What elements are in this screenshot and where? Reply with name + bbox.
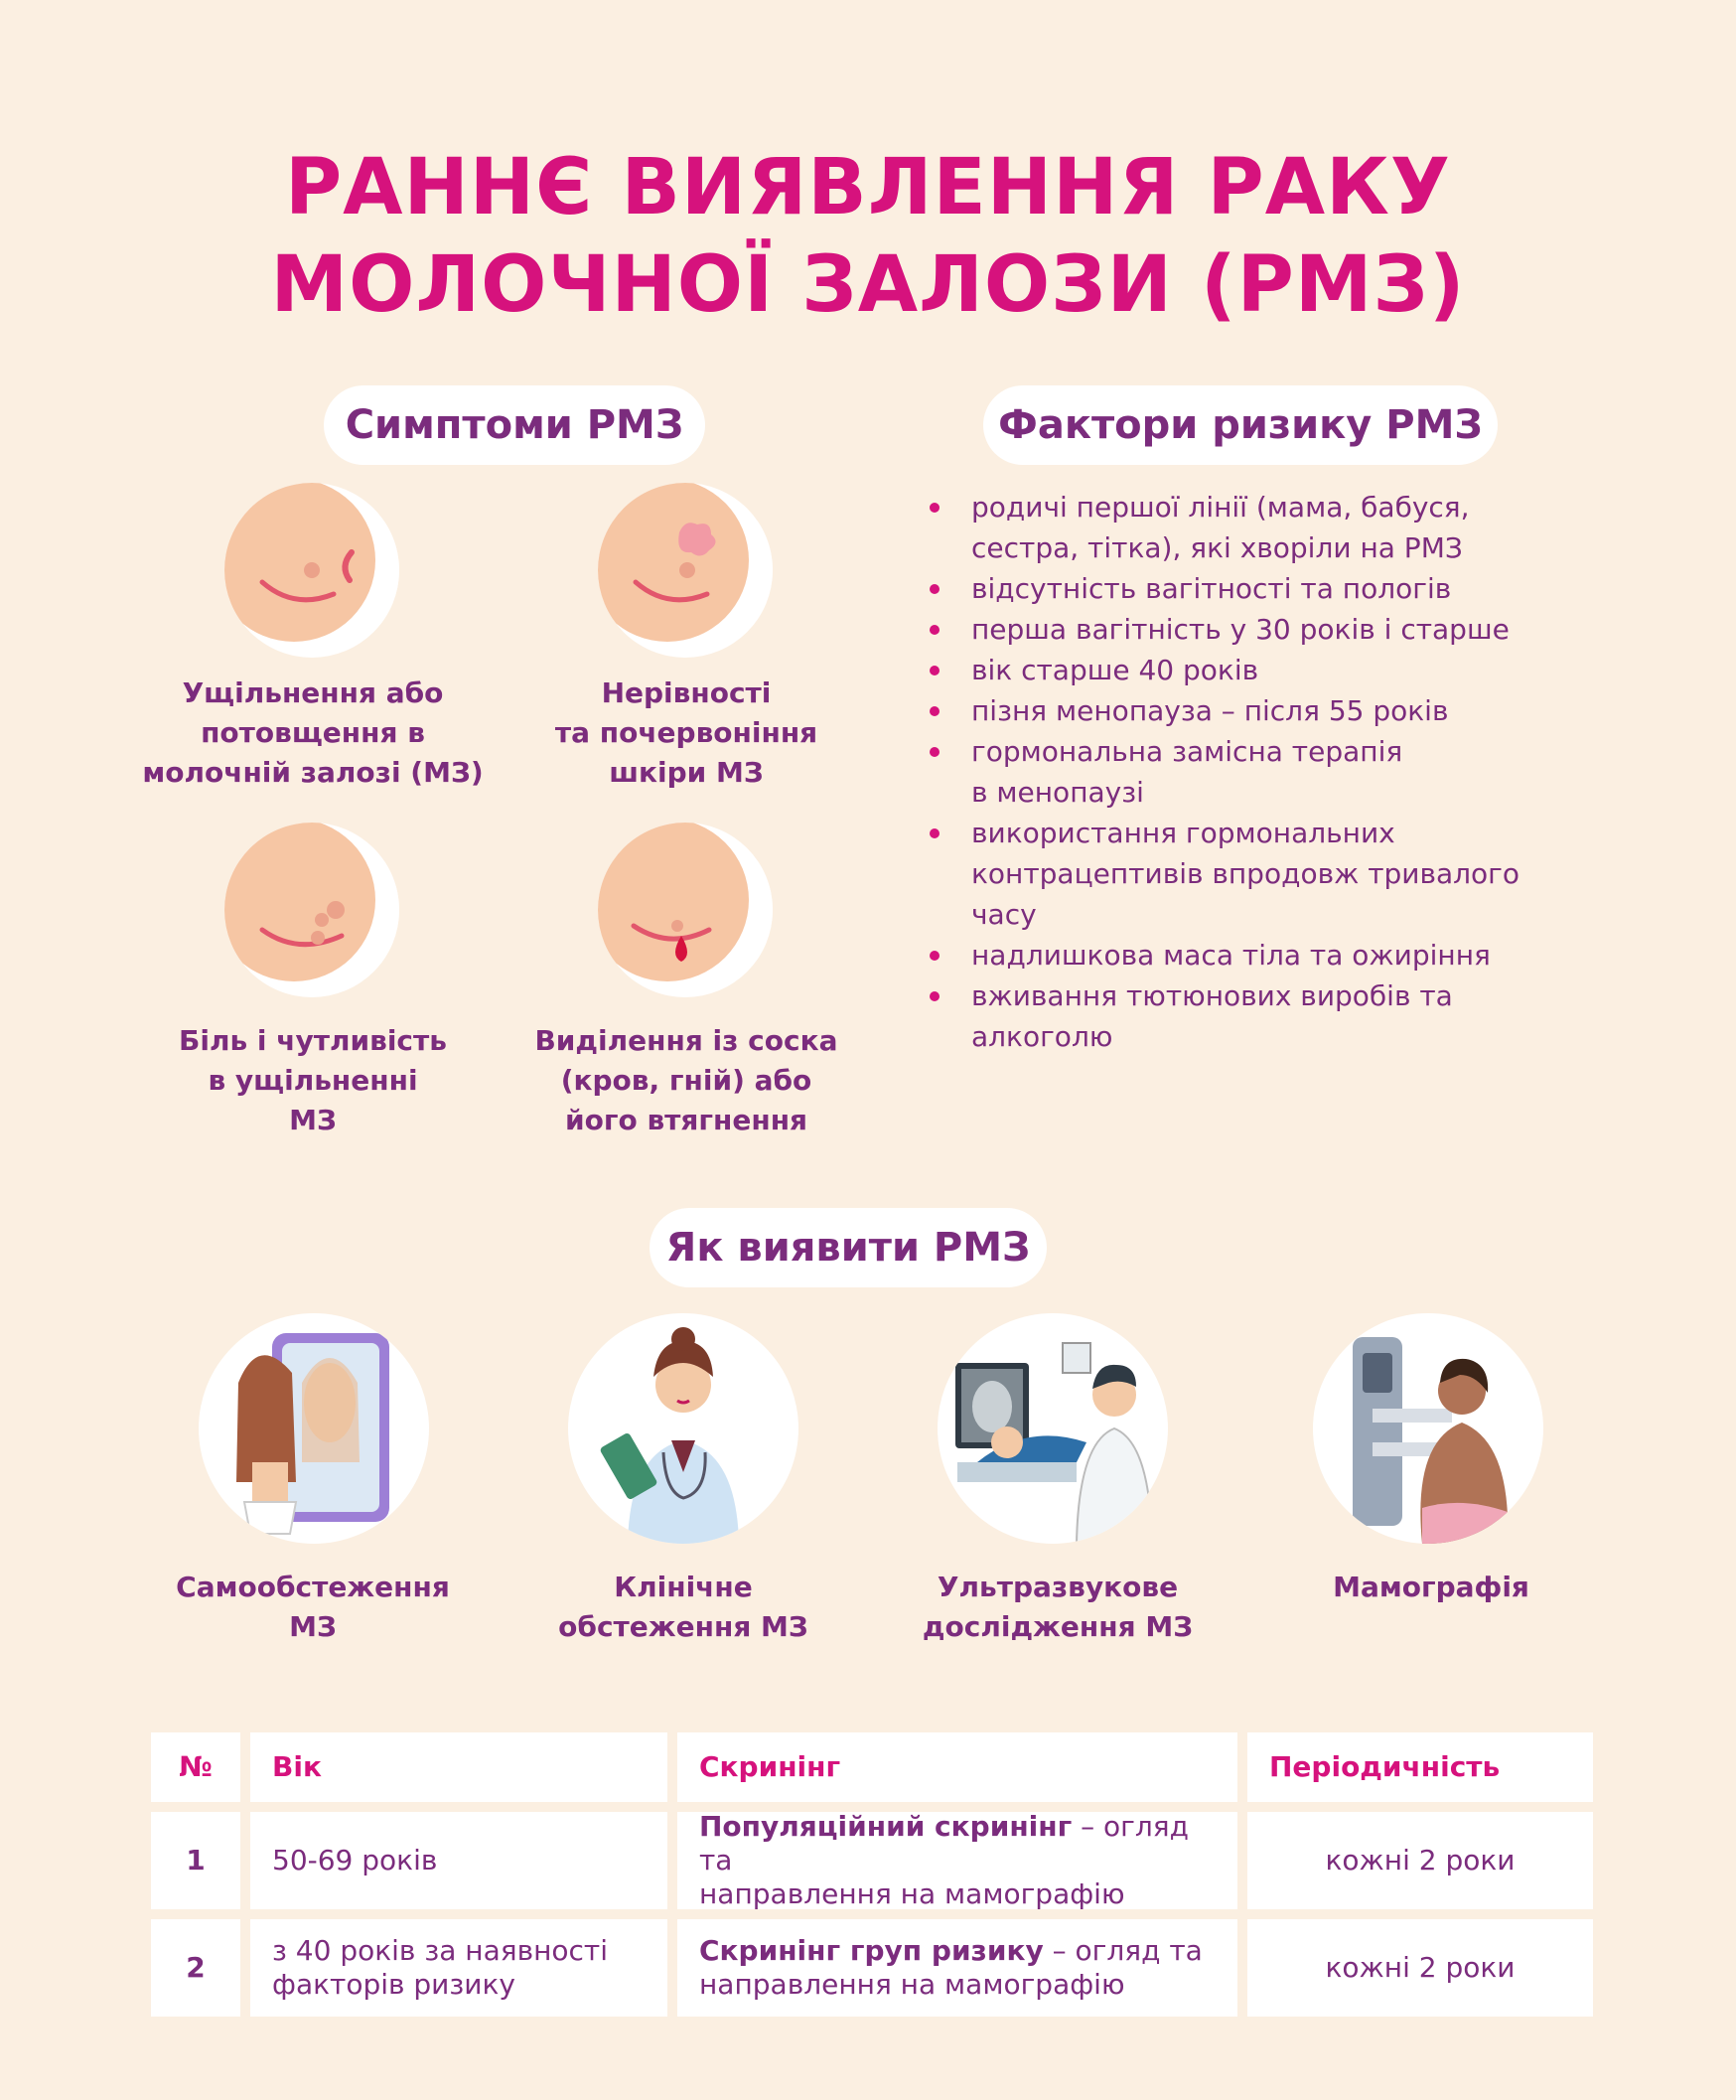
title-line-2: МОЛОЧНОЇ ЗАЛОЗИ (РМЗ) <box>270 240 1466 330</box>
list-item: гормональна замісна терапія в менопаузі <box>922 731 1537 813</box>
skin-redness-illustration-icon <box>598 483 773 658</box>
list-item: родичі першої лінії (мама, бабуся, сестра, тітка), які хворіли на РМЗ <box>922 487 1537 568</box>
ultrasound-illustration-icon <box>938 1313 1168 1544</box>
method-caption-ultrasound: Ультразвукове дослідження МЗ <box>922 1571 1194 1643</box>
symptom-caption-redness: Нерівності та почервоніння шкіри МЗ <box>554 676 818 789</box>
symptom-caption-lump: Ущільнення або потовщення в молочній залозі (МЗ) <box>142 676 484 789</box>
list-item: пізня менопауза – після 55 років <box>922 690 1537 731</box>
table-row-1-screening: Популяційний скринінг – огляд та направлення на мамографію <box>677 1812 1237 1909</box>
list-item: перша вагітність у 30 років і старше <box>922 609 1537 650</box>
self-exam-illustration-icon <box>199 1313 429 1544</box>
nipple-discharge-illustration-icon <box>598 823 773 997</box>
table-row-2-num: 2 <box>151 1919 240 2017</box>
table-header: Періодичність <box>1247 1732 1593 1802</box>
method-caption-mammography: Мамографія <box>1333 1571 1529 1603</box>
risk-factors-list <box>922 487 1537 1057</box>
table-row-1-num: 1 <box>151 1812 240 1909</box>
symptom-caption-discharge: Виділення із соска (кров, гній) або його втягнення <box>534 1024 838 1136</box>
table-row-2-screening: Скринінг груп ризику – огляд та направлення на мамографію <box>677 1919 1237 2017</box>
table-header: Скринінг <box>677 1732 1237 1802</box>
detection-heading: Як виявити РМЗ <box>650 1208 1047 1287</box>
lump-illustration-icon <box>224 483 399 658</box>
doctor-illustration-icon <box>568 1313 798 1544</box>
table-header: Вік <box>250 1732 667 1802</box>
list-item: надлишкова маса тіла та ожиріння <box>922 935 1537 975</box>
table-row-1-age: 50-69 років <box>250 1812 667 1909</box>
title-line-1: РАННЄ ВИЯВЛЕННЯ РАКУ <box>284 143 1451 232</box>
list-item: використання гормональних контрацептивів впродовж тривалого часу <box>922 813 1537 935</box>
table-row-2-age: з 40 років за наявності факторів ризику <box>250 1919 667 2017</box>
mammography-illustration-icon <box>1313 1313 1543 1544</box>
pain-illustration-icon <box>224 823 399 997</box>
list-item: вживання тютюнових виробів та алкоголю <box>922 975 1537 1057</box>
risk-factors-heading: Фактори ризику РМЗ <box>983 385 1498 465</box>
table-row-1-period: кожні 2 роки <box>1247 1812 1593 1909</box>
list-item: вік старше 40 років <box>922 650 1537 690</box>
method-caption-self-exam: Самообстеження МЗ <box>176 1571 450 1643</box>
symptoms-heading: Симптоми РМЗ <box>324 385 705 465</box>
page-title <box>0 139 1736 334</box>
table-header: № <box>151 1732 240 1802</box>
list-item: відсутність вагітності та пологів <box>922 568 1537 609</box>
table-row-2-period: кожні 2 роки <box>1247 1919 1593 2017</box>
symptom-caption-pain: Біль і чутливість в ущільненні МЗ <box>179 1024 447 1136</box>
method-caption-clinical-exam: Клінічне обстеження МЗ <box>558 1571 808 1643</box>
